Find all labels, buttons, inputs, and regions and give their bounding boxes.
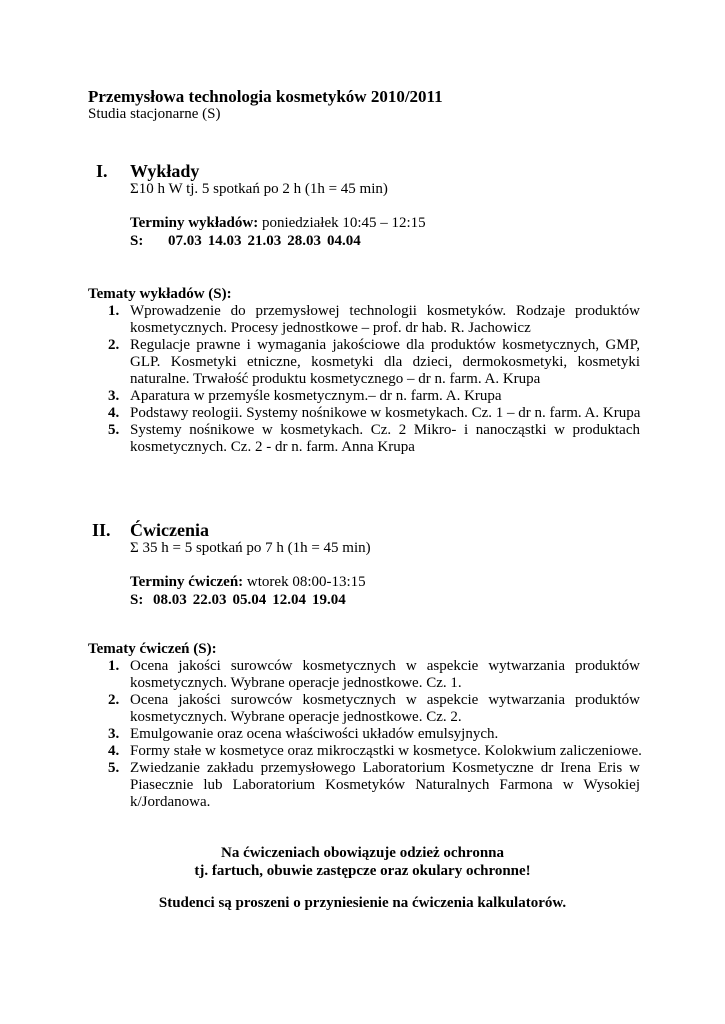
list-item-line: Zwiedzanie zakładu przemysłowego Laboratorium Kosmetyczne dr Irena Eris w <box>130 760 640 776</box>
list-item-line: Formy stałe w kosmetyce oraz mikrocząstki w kosmetyce. Kolokwium zaliczeniowe. <box>130 743 642 759</box>
list-item-line: Regulacje prawne i wymagania jakościowe dla produktów kosmetycznych, GMP, <box>130 337 640 353</box>
list-item-number: 3. <box>108 388 120 404</box>
notice-protective-clothing-details: tj. fartuch, obuwie zastępcze oraz okulary ochronne! <box>194 863 531 879</box>
list-item-number: 4. <box>108 405 120 421</box>
exercises-summary: Σ 35 h = 5 spotkań po 7 h (1h = 45 min) <box>130 540 371 556</box>
date-item: 21.03 <box>247 233 282 249</box>
section-numeral-lectures: I. <box>96 161 108 181</box>
date-item: 19.04 <box>312 592 346 608</box>
date-item: 14.03 <box>207 233 242 249</box>
date-item: 08.03 <box>153 592 187 608</box>
list-item-line: k/Jordanowa. <box>130 794 211 810</box>
lectures-dates <box>130 233 367 250</box>
date-item: 07.03 <box>168 233 202 249</box>
list-item-line: kosmetycznych. Wybrane operacje jednostkowe. Cz. 2. <box>130 709 462 725</box>
date-item: 05.04 <box>232 592 267 608</box>
list-item-line: Aparatura w przemyśle kosmetycznym.– dr n. farm. A. Krupa <box>130 388 502 404</box>
list-item-number: 2. <box>108 692 120 708</box>
page-subtitle: Studia stacjonarne (S) <box>88 106 221 122</box>
date-item: 12.04 <box>272 592 306 608</box>
list-item-number: 3. <box>108 726 120 742</box>
exercises-terms-value: wtorek 08:00-13:15 <box>243 574 366 590</box>
exercises-topics-heading: Tematy ćwiczeń (S): <box>88 641 217 657</box>
list-item-number: 1. <box>108 303 120 319</box>
list-item-line: Emulgowanie oraz ocena właściwości układów emulsyjnych. <box>130 726 499 742</box>
list-item-number: 2. <box>108 337 120 353</box>
date-item: 04.04 <box>327 233 361 249</box>
list-item-number: 1. <box>108 658 120 674</box>
list-item-number: 5. <box>108 422 120 438</box>
lectures-terms-value: poniedziałek 10:45 – 12:15 <box>258 215 426 231</box>
list-item-line: kosmetycznych. Procesy jednostkowe – prof. dr hab. R. Jachowicz <box>130 320 531 336</box>
list-item-line: Podstawy reologii. Systemy nośnikowe w kosmetykach. Cz. 1 – dr n. farm. A. Krupa <box>130 405 641 421</box>
exercises-dates-label: S: <box>130 592 144 608</box>
lectures-terms <box>130 215 426 232</box>
section-heading-lectures: Wykłady <box>130 161 200 181</box>
list-item-line: Systemy nośnikowe w kosmetykach. Cz. 2 Mikro- i nanocząstki w produktach <box>130 422 640 438</box>
lectures-terms-label: Terminy wykładów: <box>130 215 259 231</box>
list-item-line: Wprowadzenie do przemysłowej technologii kosmetyków. Rodzaje produktów <box>130 303 640 319</box>
lectures-dates-label: S: <box>130 233 144 249</box>
list-item-number: 4. <box>108 743 120 759</box>
lectures-summary: Σ10 h W tj. 5 spotkań po 2 h (1h = 45 min) <box>130 181 388 197</box>
list-item-line: naturalne. Trwałość produktu kosmetycznego – dr n. farm. A. Krupa <box>130 371 541 387</box>
list-item-line: GLP. Kosmetyki etniczne, kosmetyki dla dzieci, dermokosmetyki, kosmetyki <box>130 354 640 370</box>
lectures-topics-heading: Tematy wykładów (S): <box>88 286 232 302</box>
page-title: Przemysłowa technologia kosmetyków 2010/2011 <box>88 87 443 106</box>
section-numeral-exercises: II. <box>92 520 111 540</box>
list-item-line: Piasecznie lub Laboratorium Kosmetyków Naturalnych Farmona w Wysokiej <box>130 777 640 793</box>
notice-protective-clothing: Na ćwiczeniach obowiązuje odzież ochronna <box>220 845 505 861</box>
list-item-line: kosmetycznych. Wybrane operacje jednostkowe. Cz. 1. <box>130 675 462 691</box>
exercises-terms <box>130 574 366 591</box>
list-item-line: Ocena jakości surowców kosmetycznych w aspekcie wytwarzania produktów <box>130 692 640 708</box>
date-item: 28.03 <box>287 233 321 249</box>
notice-calculators: Studenci są proszeni o przyniesienie na ćwiczenia kalkulatorów. <box>158 895 567 911</box>
exercises-dates <box>130 592 352 609</box>
exercises-terms-label: Terminy ćwiczeń: <box>130 574 244 590</box>
section-heading-exercises: Ćwiczenia <box>130 520 209 540</box>
list-item-number: 5. <box>108 760 120 776</box>
list-item-line: Ocena jakości surowców kosmetycznych w aspekcie wytwarzania produktów <box>130 658 640 674</box>
date-item: 22.03 <box>192 592 227 608</box>
list-item-line: kosmetycznych. Cz. 2 - dr n. farm. Anna Krupa <box>130 439 415 455</box>
